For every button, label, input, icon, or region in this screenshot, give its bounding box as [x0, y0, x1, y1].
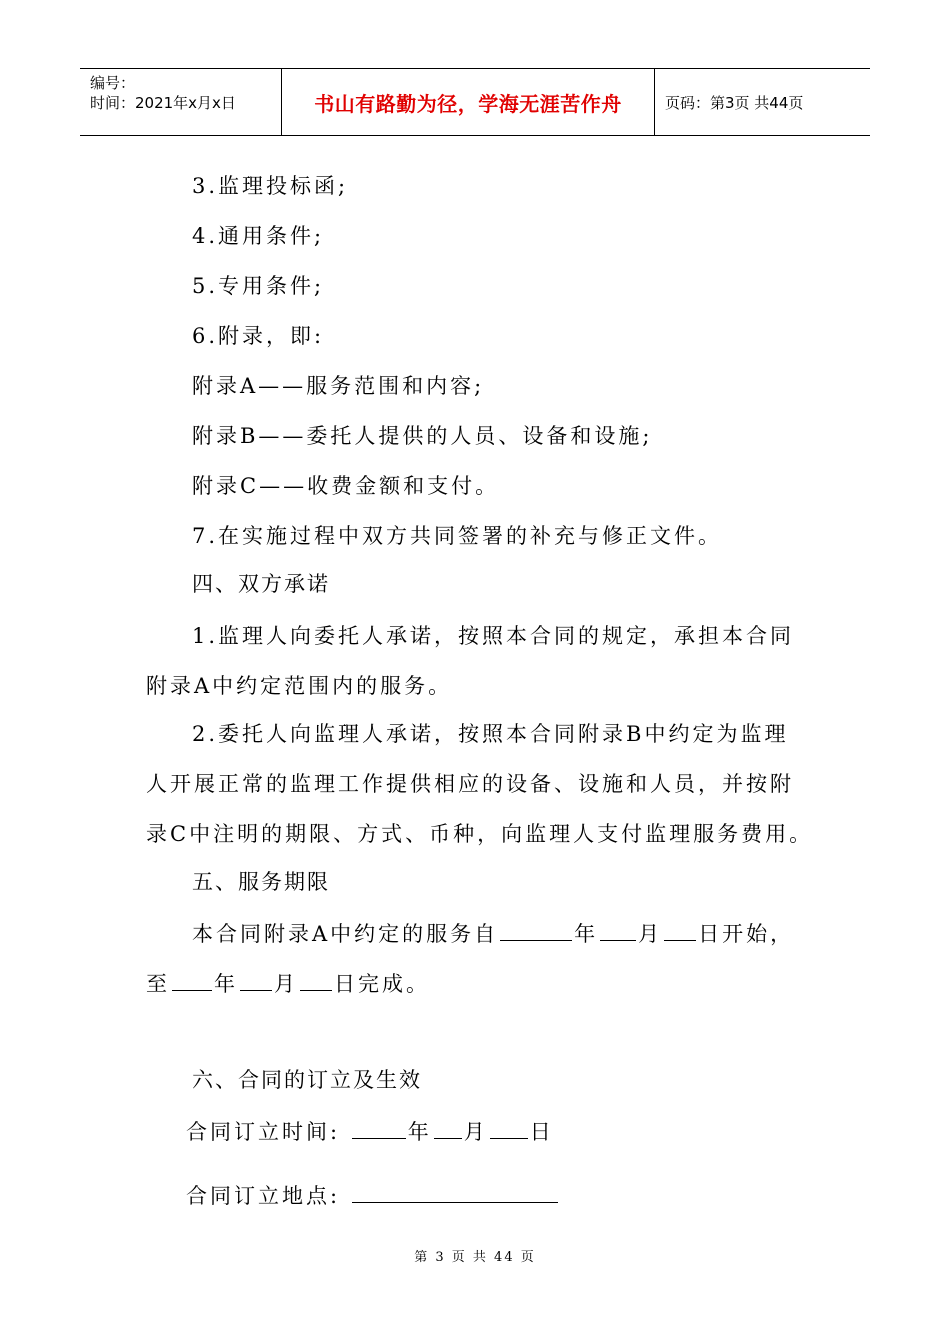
doc-time-label: 时间：2021年x月x日	[90, 94, 236, 112]
day-blank[interactable]	[490, 1116, 528, 1139]
service-period-prefix: 本合同附录A中约定的服务自	[192, 922, 499, 946]
year-blank[interactable]	[352, 1116, 406, 1139]
year-label: 年	[407, 1120, 432, 1144]
appendix-item: 附录A——服务范围和内容;	[192, 374, 485, 398]
list-item: 6.附录，即:	[192, 324, 325, 348]
paragraph-line: 人开展正常的监理工作提供相应的设备、设施和人员，并按附	[146, 772, 794, 796]
sign-time-line	[186, 1116, 554, 1146]
appendix-item: 附录C——收费金额和支付。	[192, 474, 500, 498]
list-item: 5.专用条件;	[192, 274, 325, 298]
page-header	[80, 68, 870, 136]
month-label: 月	[274, 972, 298, 996]
year-blank[interactable]	[500, 918, 572, 941]
month-blank[interactable]	[434, 1116, 462, 1139]
year-label: 年	[214, 972, 238, 996]
month-blank[interactable]	[600, 918, 636, 941]
paragraph-line: 2.委托人向监理人承诺，按照本合同附录B中约定为监理	[192, 722, 789, 746]
place-blank[interactable]	[352, 1180, 558, 1203]
end-prefix: 至	[146, 972, 170, 996]
paragraph-line: 附录A中约定范围内的服务。	[146, 674, 453, 698]
paragraph-line: 1.监理人向委托人承诺，按照本合同的规定，承担本合同	[192, 624, 795, 648]
day-blank[interactable]	[300, 968, 332, 991]
section-heading: 六、合同的订立及生效	[192, 1068, 422, 1092]
year-label: 年	[574, 922, 599, 946]
sign-place-label: 合同订立地点:	[186, 1184, 341, 1208]
list-item: 4.通用条件;	[192, 224, 325, 248]
appendix-item: 附录B——委托人提供的人员、设备和设施;	[192, 424, 653, 448]
doc-number-label: 编号：	[90, 74, 136, 92]
header-motto: 书山有路勤为径，学海无涯苦作舟	[282, 69, 655, 135]
header-page-label: 页码：第3页 共44页	[665, 93, 804, 112]
paragraph-line: 录C中注明的期限、方式、币种，向监理人支付监理服务费用。	[146, 822, 814, 846]
section-heading: 四、双方承诺	[192, 572, 330, 596]
day-start-label: 日开始，	[698, 922, 795, 946]
sign-time-label: 合同订立时间:	[186, 1120, 341, 1144]
section-heading: 五、服务期限	[192, 870, 330, 894]
service-period-line-2	[146, 968, 430, 998]
service-period-line-1	[192, 918, 794, 948]
list-item: 7.在实施过程中双方共同签署的补充与修正文件。	[192, 524, 723, 548]
list-item: 3.监理投标函;	[192, 174, 349, 198]
day-label: 日	[529, 1120, 554, 1144]
month-blank[interactable]	[240, 968, 272, 991]
sign-place-line	[186, 1180, 560, 1210]
month-label: 月	[463, 1120, 488, 1144]
header-meta	[80, 69, 282, 135]
year-blank[interactable]	[172, 968, 212, 991]
page-footer: 第 3 页 共 44 页	[414, 1250, 536, 1265]
day-blank[interactable]	[664, 918, 696, 941]
month-label: 月	[638, 922, 663, 946]
day-end-label: 日完成。	[334, 972, 430, 996]
